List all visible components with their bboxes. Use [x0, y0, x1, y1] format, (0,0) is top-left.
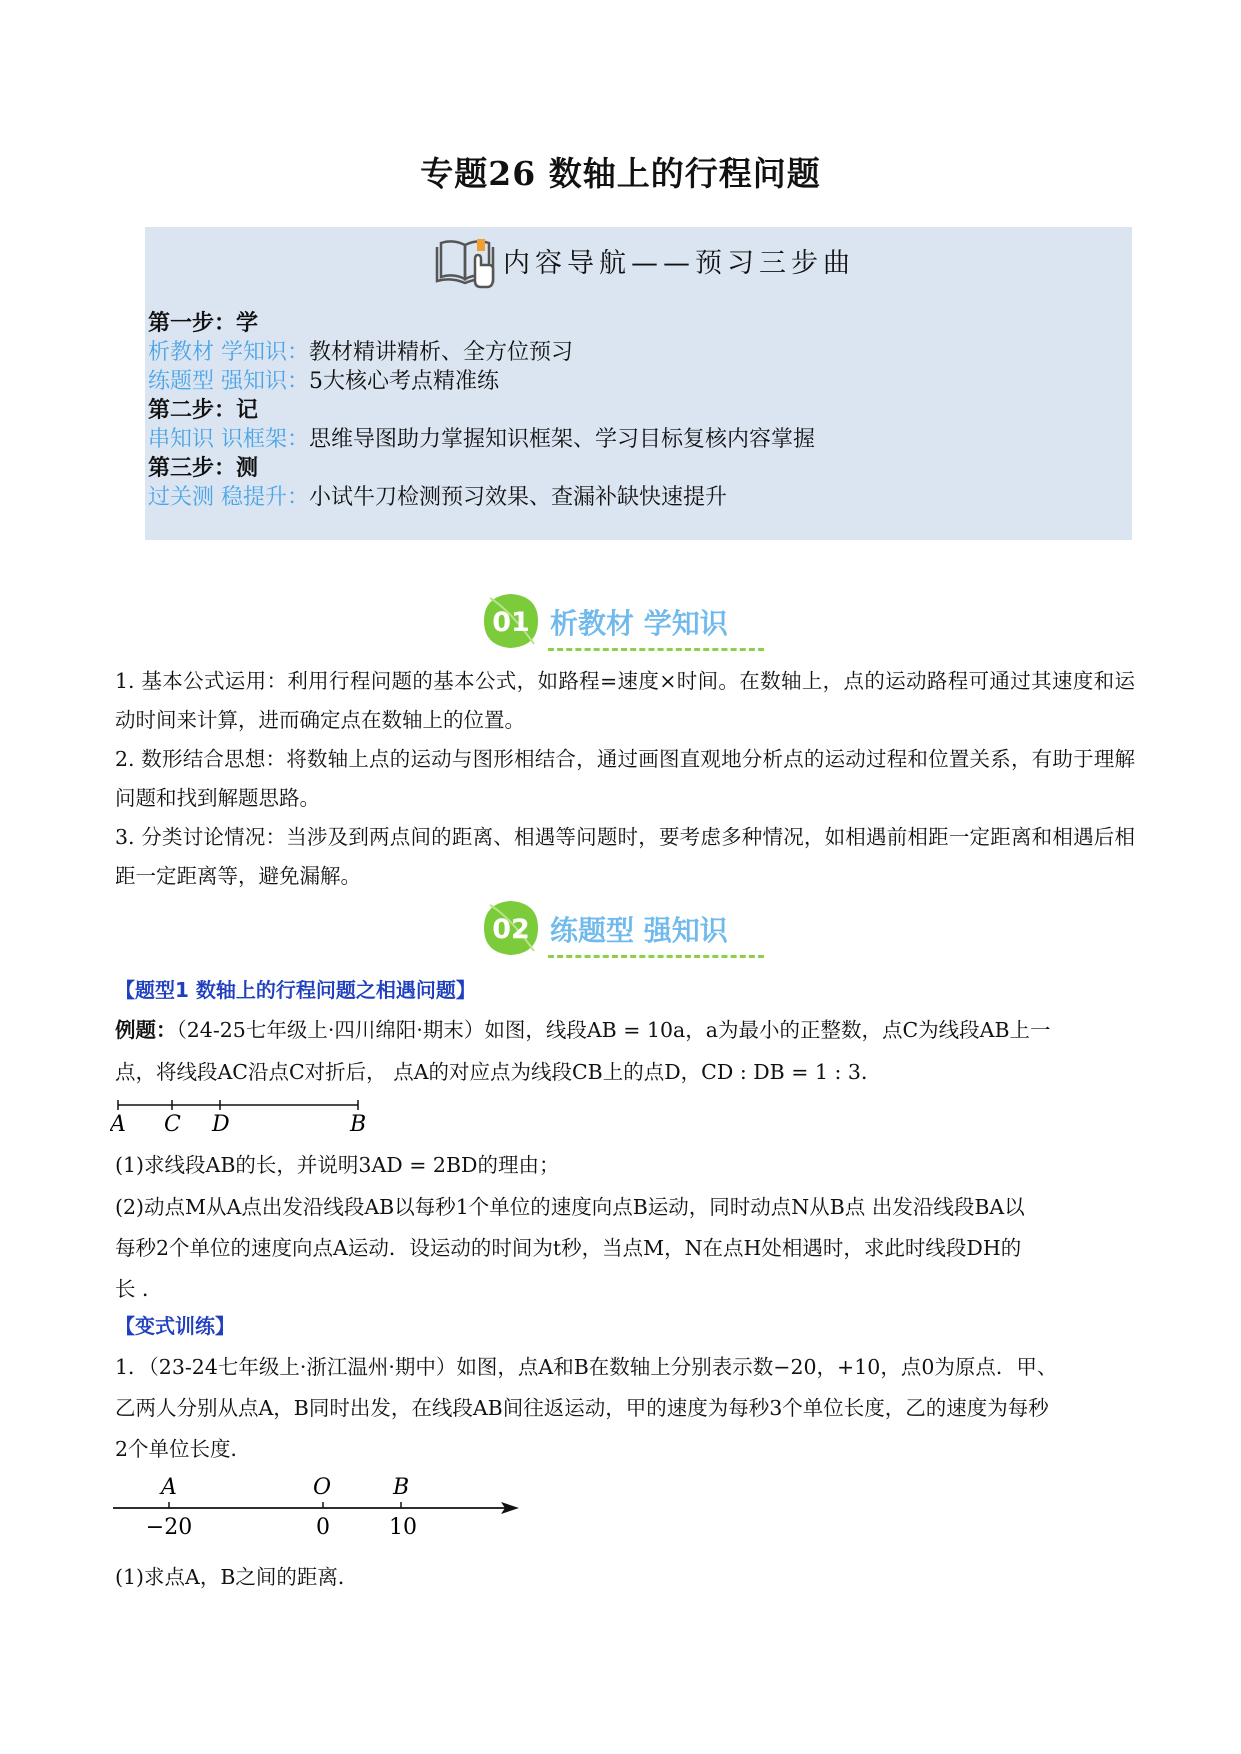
section-01-badge [480, 590, 770, 654]
nav-row2-text: 5大核心考点精准练 [309, 369, 499, 394]
section-02-badge [480, 897, 770, 961]
example-q2-line2: 每秒2个单位的速度向点A运动．设运动的时间为t秒，当点M，N在点H处相遇时，求此时线段DH的 [115, 1236, 1022, 1260]
example-label: 例题： [115, 1018, 177, 1042]
nav-row3-label: 串知识 识框架： [148, 427, 309, 452]
leaf-badge-icon [480, 590, 542, 652]
section-01-label: 析教材 学知识 [550, 607, 728, 640]
number-line-label-b: B [393, 1475, 410, 1500]
number-line-label-o: O [313, 1475, 332, 1500]
page-title: 专题26 数轴上的行程问题 [420, 154, 821, 193]
nav-lines [148, 309, 815, 512]
knowledge-item: 3. 分类讨论情况：当涉及到两点间的距离、相遇等问题时，要考虑多种情况，如相遇前相距一定距离和相遇后相距一定距离等，避免漏解。 [115, 825, 1135, 888]
knowledge-list [115, 662, 1135, 896]
section-01-num: 01 [492, 607, 530, 638]
number-line-value-a: −20 [145, 1515, 193, 1540]
number-line-label-a: A [161, 1475, 177, 1500]
nav-row1-label: 析教材 学知识： [148, 340, 309, 365]
variant-q1: (1)求点A，B之间的距离． [115, 1565, 359, 1589]
nav-row2-label: 练题型 强知识： [148, 369, 309, 394]
segment-label-c: C [164, 1112, 181, 1137]
knowledge-item: 1. 基本公式运用：利用行程问题的基本公式，如路程=速度×时间。在数轴上，点的运动路程可通过其速度和运动时间来计算，进而确定点在数轴上的位置。 [115, 669, 1135, 732]
example-line1 [115, 1013, 1051, 1043]
nav-row4-text: 小试牛刀检测预习效果、查漏补缺快速提升 [309, 485, 728, 510]
segment-label-a: A [110, 1112, 126, 1137]
example-text1: （24-25七年级上·四川绵阳·期末）如图，线段AB = 10a，a为最小的正整数，点C为线段AB上一 [176, 1018, 1051, 1042]
variant-heading: 【变式训练】 [115, 1314, 235, 1338]
nav-row4 [148, 483, 815, 512]
nav-step1: 第一步：学 [148, 311, 259, 336]
variant-line1: 1．（23-24七年级上·浙江温州·期中）如图，点A和B在数轴上分别表示数−20，+10，点0为原点．甲、 [115, 1355, 1058, 1379]
knowledge-item: 2. 数形结合思想：将数轴上点的运动与图形相结合，通过画图直观地分析点的运动过程和位置关系，有助于理解问题和找到解题思路。 [115, 747, 1135, 810]
book-pointer-icon [435, 229, 499, 291]
number-line-value-b: 10 [389, 1515, 417, 1540]
leaf-badge-icon [480, 897, 542, 959]
type1-heading: 【题型1 数轴上的行程问题之相遇问题】 [115, 978, 476, 1002]
example-q2-line3: 长 ． [115, 1277, 163, 1301]
segment-label-b: B [350, 1112, 367, 1137]
content-navigation-box [145, 227, 1132, 540]
nav-step2: 第二步：记 [148, 398, 259, 423]
variant-line3: 2个单位长度． [115, 1437, 252, 1461]
nav-row3 [148, 425, 815, 454]
number-line [105, 1468, 525, 1548]
nav-row1 [148, 338, 815, 367]
example-line2: 点，将线段AC沿点C对折后， 点A的对应点为线段CB上的点D，CD : DB = 1 : 3． [115, 1060, 882, 1084]
section-02-underline [548, 955, 764, 958]
section-02-num: 02 [492, 914, 530, 945]
nav-step3: 第三步：测 [148, 456, 259, 481]
nav-row3-text: 思维导图助力掌握知识框架、学习目标复核内容掌握 [309, 427, 816, 452]
nav-header-text: 内容导航——预习三步曲 [503, 247, 855, 279]
section-02-label: 练题型 强知识 [550, 914, 728, 947]
nav-row2 [148, 367, 815, 396]
section-01-underline [548, 648, 764, 651]
nav-row4-label: 过关测 稳提升： [148, 485, 309, 510]
number-line-value-o: 0 [316, 1515, 330, 1540]
variant-line2: 乙两人分别从点A，B同时出发，在线段AB间往返运动，甲的速度为每秒3个单位长度，乙的速度为每秒 [115, 1396, 1049, 1420]
example-q2-line1: (2)动点M从A点出发沿线段AB以每秒1个单位的速度向点B运动，同时动点N从B点 出发沿线段BA以 [115, 1195, 1025, 1219]
segment-diagram [110, 1095, 380, 1137]
nav-row1-text: 教材精讲精析、全方位预习 [309, 340, 574, 365]
example-q1: (1)求线段AB的长，并说明3AD = 2BD的理由； [115, 1153, 560, 1177]
nav-header [435, 229, 855, 291]
segment-label-d: D [212, 1112, 230, 1137]
